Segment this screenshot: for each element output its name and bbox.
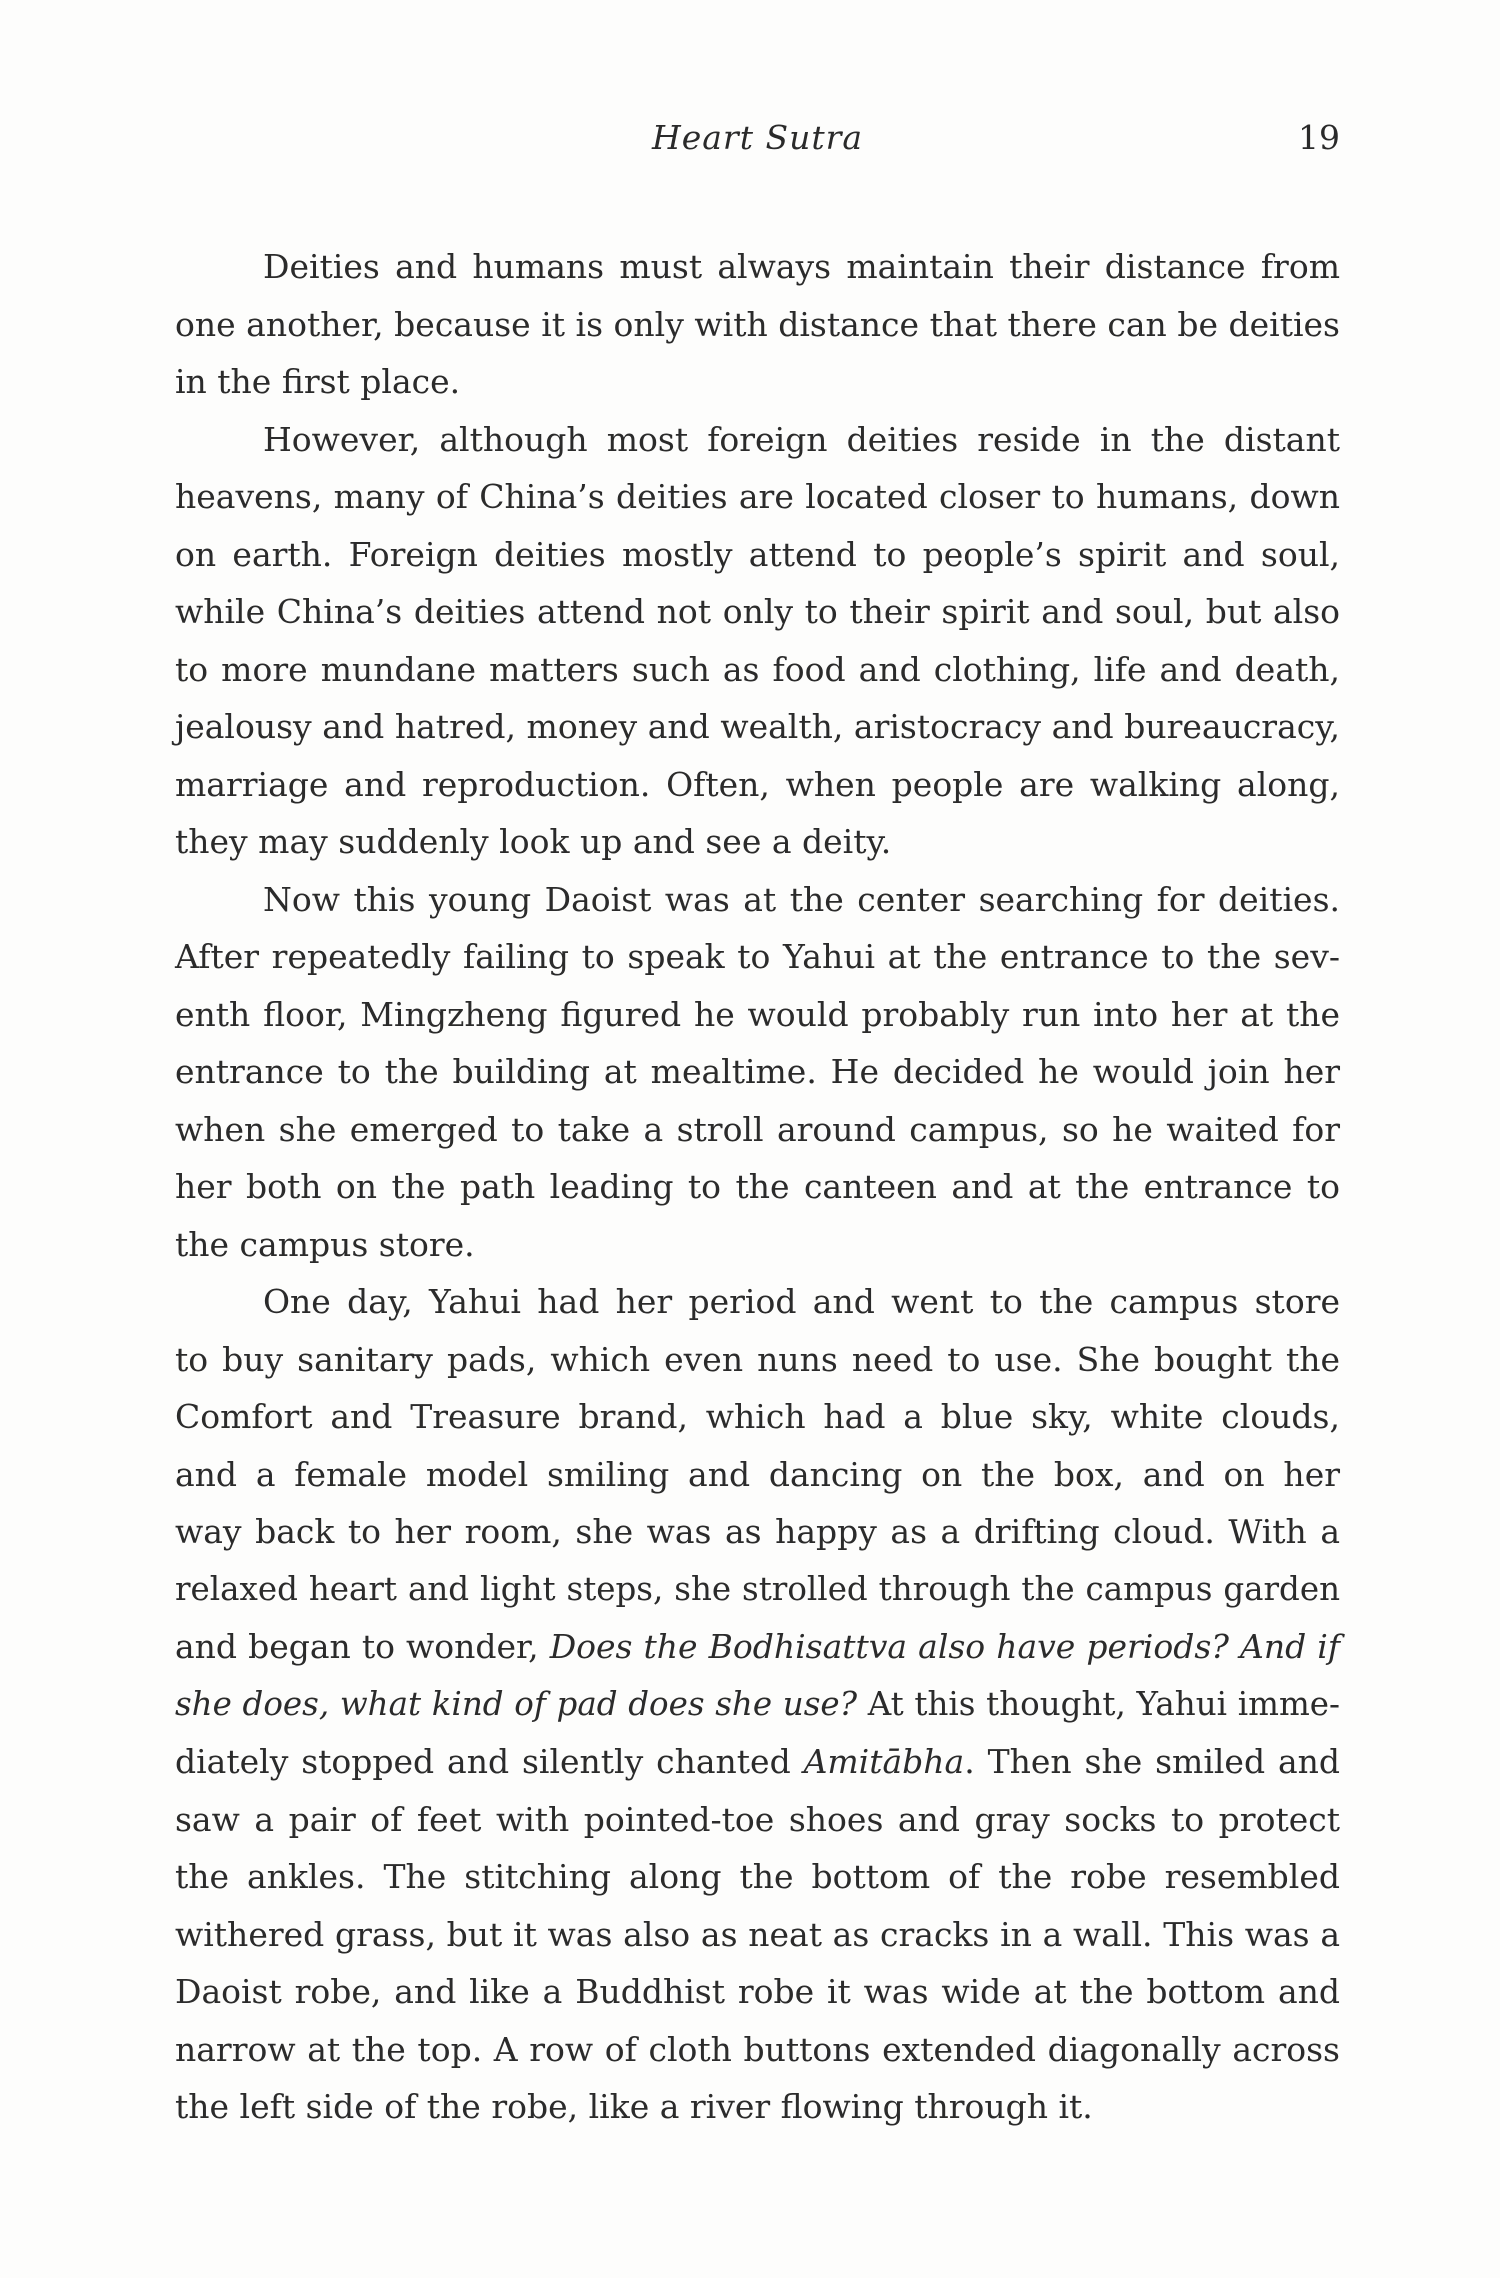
running-title: Heart Sutra	[651, 118, 864, 157]
text-line: withered grass, but it was also as neat as cracks in a wall. This was a	[175, 1914, 1340, 1954]
text-line: One day, Yahui had her period and went to the campus store	[263, 1282, 1340, 1321]
page-header	[175, 118, 1340, 168]
text-line: Now this young Daoist was at the center searching for deities.	[263, 879, 1340, 919]
text-run: . Then she smiled and	[964, 1742, 1340, 1781]
text-line: entrance to the building at mealtime. He decided he would join her	[175, 1052, 1340, 1091]
text-line: to more mundane matters such as food and clothing, life and death,	[175, 649, 1340, 689]
text-line: her both on the path leading to the canteen and at the entrance to	[175, 1167, 1340, 1206]
text-line: the campus store.	[175, 1224, 475, 1264]
text-run: and began to wonder,	[175, 1627, 550, 1666]
text-line: Daoist robe, and like a Buddhist robe it was wide at the bottom and	[175, 1972, 1340, 2011]
text-line: heavens, many of China’s deities are located closer to humans, down	[175, 477, 1340, 516]
text-line: After repeatedly failing to speak to Yahui at the entrance to the sev-	[175, 937, 1340, 976]
text-line: to buy sanitary pads, which even nuns need to use. She bought the	[175, 1339, 1340, 1379]
text-line: enth floor, Mingzheng figured he would probably run into her at the	[175, 994, 1340, 1034]
text-line: saw a pair of feet with pointed-toe shoes and gray socks to protect	[175, 1799, 1340, 1839]
text-line: on earth. Foreign deities mostly attend to people’s spirit and soul,	[175, 534, 1340, 574]
body-text	[175, 238, 1340, 2136]
text-line	[175, 1676, 1340, 1734]
italic-thought: she does, what kind of pad does she use?	[175, 1684, 858, 1723]
text-line: and a female model smiling and dancing on the box, and on her	[175, 1454, 1340, 1494]
text-line: Deities and humans must always maintain their distance from	[263, 247, 1340, 286]
text-line: they may suddenly look up and see a deity.	[175, 822, 892, 861]
text-line: relaxed heart and light steps, she strolled through the campus garden	[175, 1569, 1340, 1608]
text-line: narrow at the top. A row of cloth buttons extended diagonally across	[175, 2029, 1340, 2069]
paragraph-3	[175, 871, 1340, 1274]
text-line: jealousy and hatred, money and wealth, aristocracy and bureaucracy,	[175, 707, 1340, 746]
paragraph-4	[175, 1273, 1340, 2136]
italic-thought: Does the Bodhisattva also have periods? And if	[549, 1627, 1340, 1666]
text-line: while China’s deities attend not only to their spirit and soul, but also	[175, 592, 1340, 631]
text-line: when she emerged to take a stroll around campus, so he waited for	[175, 1109, 1340, 1149]
text-line: the ankles. The stitching along the bottom of the robe resembled	[175, 1857, 1340, 1896]
text-line: marriage and reproduction. Often, when people are walking along,	[175, 764, 1340, 804]
paragraph-2	[175, 411, 1340, 871]
text-line: one another, because it is only with distance that there can be deities	[175, 304, 1340, 344]
text-line	[175, 1618, 1340, 1676]
text-run: At this thought, Yahui imme-	[857, 1684, 1340, 1723]
paragraph-1	[175, 238, 1340, 411]
text-line: However, although most foreign deities reside in the distant	[263, 419, 1340, 459]
text-line: way back to her room, she was as happy as a drifting cloud. With a	[175, 1512, 1340, 1551]
text-line: in the first place.	[175, 362, 461, 401]
text-line: Comfort and Treasure brand, which had a blue sky, white clouds,	[175, 1397, 1340, 1436]
text-run: diately stopped and silently chanted	[175, 1742, 804, 1781]
page-number: 19	[1298, 118, 1340, 157]
text-line	[175, 1733, 1340, 1791]
text-line: the left side of the robe, like a river flowing through it.	[175, 2087, 1093, 2126]
italic-chant: Amitābha	[803, 1742, 965, 1781]
